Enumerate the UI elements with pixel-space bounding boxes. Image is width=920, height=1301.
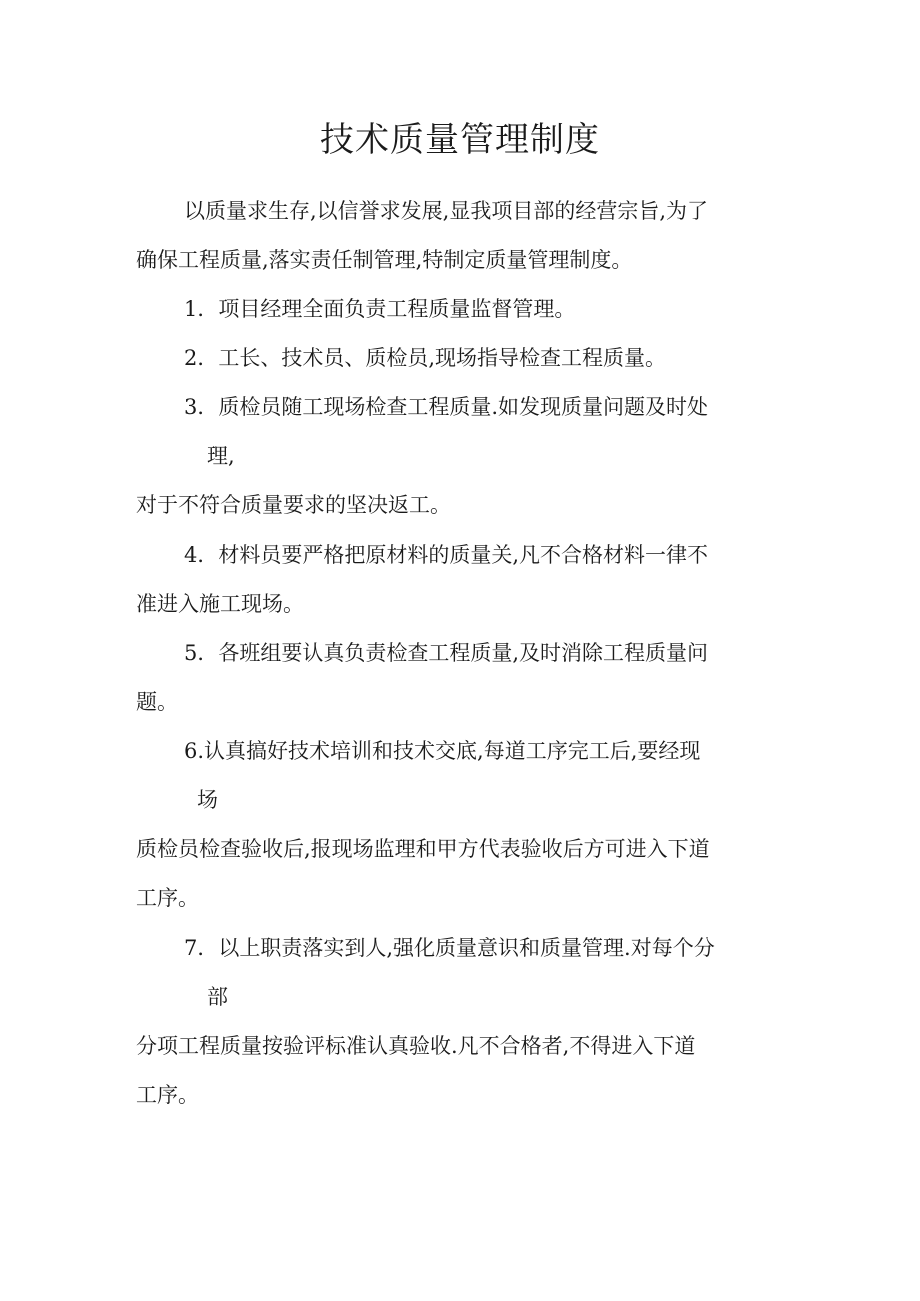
item-4-line-1: 4．材料员要严格把原材料的质量关,凡不合格材料一律不 [184,543,709,567]
item-3-line-3: 对于不符合质量要求的坚决返工。 [136,493,451,517]
item-3-line-1: 3．质检员随工现场检查工程质量.如发现质量问题及时处 [184,395,709,419]
intro-line-1: 以质量求生存,以信誉求发展,显我项目部的经营宗旨,为了 [184,199,709,223]
item-5-line-1: 5．各班组要认真负责检查工程质量,及时消除工程质量问 [184,641,709,665]
item-6-line-3: 质检员检查验收后,报现场监理和甲方代表验收后方可进入下道 [136,837,710,861]
item-7-line-3: 分项工程质量按验评标准认真验收.凡不合格者,不得进入下道 [136,1034,696,1058]
item-6-line-1: 6.认真搞好技术培训和技术交底,每道工序完工后,要经现 [184,739,701,763]
item-6-line-4: 工序。 [136,886,199,910]
item-1-line-1: 1．项目经理全面负责工程质量监督管理。 [184,297,576,321]
item-6-line-2: 场 [197,788,218,812]
item-3-line-2: 理, [207,444,235,468]
item-7-line-2: 部 [207,985,228,1009]
item-5-line-2: 题。 [136,690,178,714]
document-title: 技术质量管理制度 [320,120,600,160]
item-7-line-1: 7．以上职责落实到人,强化质量意识和质量管理.对每个分 [184,936,715,960]
intro-line-2: 确保工程质量,落实责任制管理,特制定质量管理制度。 [136,248,633,272]
item-7-line-4: 工序。 [136,1083,199,1107]
item-4-line-2: 准进入施工现场。 [136,592,304,616]
item-2-line-1: 2．工长、技术员、质检员,现场指导检查工程质量。 [184,346,667,370]
